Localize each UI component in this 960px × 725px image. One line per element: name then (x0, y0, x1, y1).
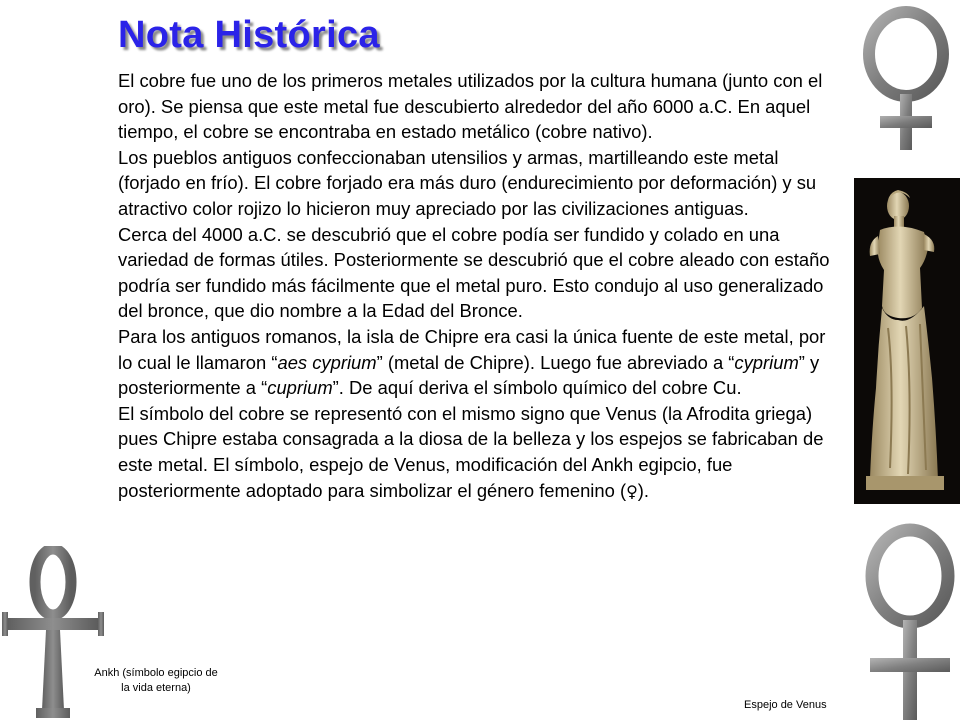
text-segment: Para los antiguos romanos, la isla de Chipre era casi la única fuente de este metal, por lo cual le llamaron “ (118, 325, 826, 373)
venus-symbol-icon (860, 522, 960, 720)
female-symbol-glyph: ♀ (626, 481, 638, 501)
venus-de-milo-statue (854, 178, 960, 504)
italic-term-aes-cyprium: aes cyprium (277, 351, 377, 373)
italic-term-cuprium: cuprium (267, 377, 333, 399)
text-segment: ” y posteriormente a “ (118, 351, 820, 399)
paragraph-forging: Los pueblos antiguos confeccionaban utensilios y armas, martilleando este metal (forjado en frío). El cobre forjado era más duro (endurecimiento por deformación) y su atractivo color rojizo lo hicieron muy apreciado por las civilizaciones antiguas. (118, 146, 817, 219)
venus-symbol-icon (856, 2, 954, 160)
paragraph-symbol (118, 401, 833, 504)
text-segment: ”. De aquí deriva el símbolo químico del cobre Cu. (332, 377, 742, 399)
ankh-caption: Ankh (símbolo egipcio de la vida eterna) (94, 667, 218, 694)
venus-caption: Espejo de Venus (744, 699, 827, 711)
body-text (118, 68, 833, 504)
text-segment: El símbolo del cobre se representó con el mismo signo que Venus (la Afrodita griega) pues Chipre estaba consagrada a la diosa de la belleza y los espejos se fabricaban de este metal. El símbolo, espejo de Venus, modificación del Ankh egipcio, fue posteriormente adoptado para simbolizar el género femenino ( (118, 402, 824, 501)
text-segment: ). (637, 479, 650, 501)
text-segment: ” (metal de Chipre). Luego fue abreviado a “ (376, 351, 735, 373)
paragraph-cyprus (118, 324, 833, 401)
ankh-icon (2, 546, 104, 720)
paragraph-origin: El cobre fue uno de los primeros metales utilizados por la cultura humana (junto con el oro). Se piensa que este metal fue descubierto alrededor del año 6000 a.C. En aquel tiempo, el cobre se encontraba en estado metálico (cobre nativo). (118, 70, 823, 143)
italic-term-cyprium: cyprium (734, 351, 799, 373)
slide-title: Nota Histórica (118, 14, 380, 56)
paragraph-bronze: Cerca del 4000 a.C. se descubrió que el cobre podía ser fundido y colado en una variedad de formas útiles. Posteriormente se descubrió que el cobre aleado con estaño podría ser fundido más fácilmente que el metal puro. Esto condujo al uso generalizado del bronce, que dio nombre a la Edad del Bronce. (118, 223, 830, 322)
